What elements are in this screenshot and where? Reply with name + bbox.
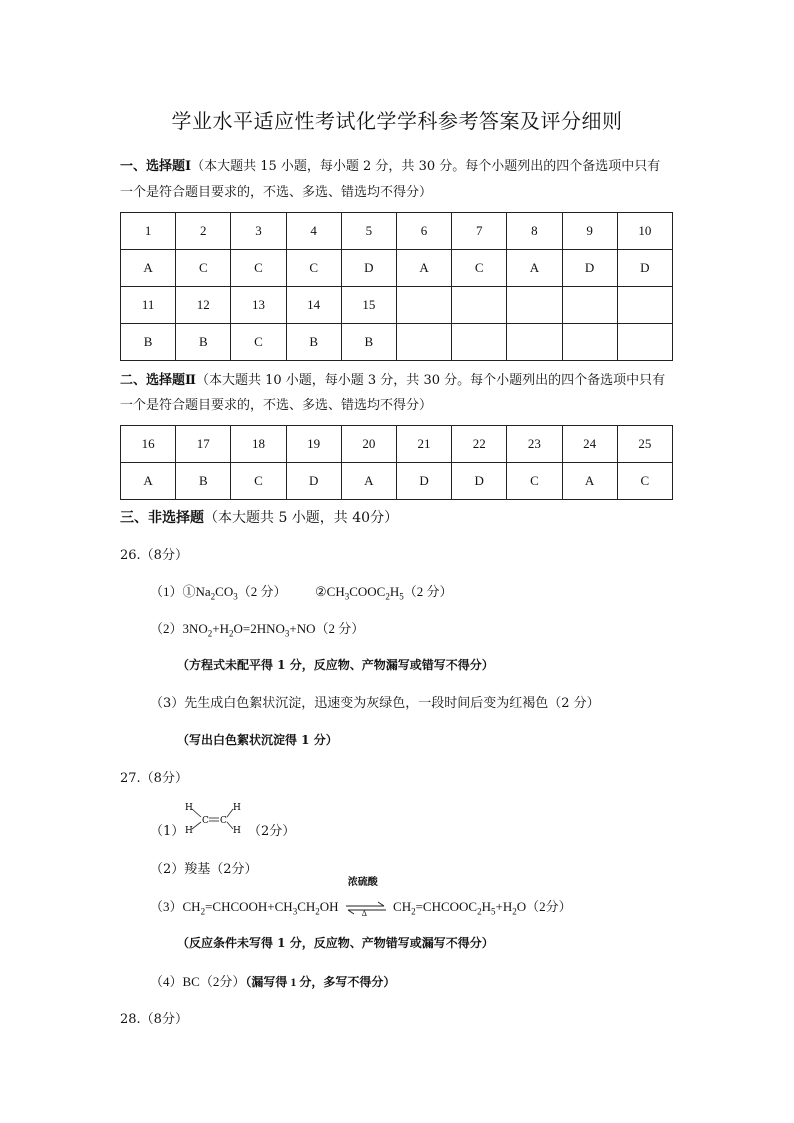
section1-cell: 9 bbox=[562, 213, 617, 250]
section2-cell: 17 bbox=[176, 426, 231, 463]
section2-cell: A bbox=[121, 463, 176, 500]
q26-p1-score: （2 分） bbox=[237, 584, 287, 599]
q26-p2-mid2: O=2HNO bbox=[233, 621, 285, 636]
section1-cell bbox=[617, 324, 672, 361]
section1-cell: 7 bbox=[452, 213, 507, 250]
section1-cell: C bbox=[231, 324, 286, 361]
section2-cell: C bbox=[231, 463, 286, 500]
q26-p3-note: （写出白色絮状沉淀得 1 分） bbox=[177, 733, 338, 747]
section1-note-line2: 一个是符合题目要求的，不选、多选、错选均不得分） bbox=[120, 185, 433, 200]
section2-cell: B bbox=[176, 463, 231, 500]
q26-p1b-mid: COOC bbox=[349, 584, 386, 599]
q27-p3-s2: 3 bbox=[292, 906, 298, 917]
section1-cell: 2 bbox=[176, 213, 231, 250]
carbon-right: C bbox=[220, 816, 227, 826]
section1-cell: 12 bbox=[176, 287, 231, 324]
q27-p3-note: （反应条件未写得 1 分，反应物、产物错写或漏写不得分） bbox=[177, 936, 494, 950]
q26-part1 bbox=[150, 581, 453, 602]
section2-cell: 16 bbox=[121, 426, 176, 463]
q27-p3-r3: H bbox=[481, 899, 491, 914]
h-bottom-right: H bbox=[233, 826, 241, 836]
section1-cell: 14 bbox=[286, 287, 341, 324]
section1-cell: 8 bbox=[507, 213, 562, 250]
section1-cell: C bbox=[176, 250, 231, 287]
q27-part2: （2）羧基（2分） bbox=[150, 862, 258, 877]
q26-p1b-score: （2 分） bbox=[403, 584, 453, 599]
section1-cell bbox=[452, 324, 507, 361]
section1-cell bbox=[562, 287, 617, 324]
q27-label: 27.（8分） bbox=[120, 771, 188, 786]
q26-p1b-sub3: 5 bbox=[399, 591, 404, 602]
section1-cell: C bbox=[231, 250, 286, 287]
section1-cell: A bbox=[121, 250, 176, 287]
section1-cell: D bbox=[341, 250, 396, 287]
section2-cell: 21 bbox=[396, 426, 451, 463]
section2-note: （本大题共 10 小题，每小题 3 分，共 30 分。每个小题列出的四个备选项中只有 bbox=[195, 373, 666, 388]
q27-p3-r2: =CHCOOC bbox=[415, 899, 478, 914]
q26-p2-mid1: +H bbox=[212, 621, 230, 636]
q26-part3: （3）先生成白色絮状沉淀，迅速变为灰绿色，一段时间后变为红褐色（2 分） bbox=[150, 696, 600, 711]
section1-row bbox=[121, 250, 673, 287]
section1-cell bbox=[507, 324, 562, 361]
q27-p3-s1: 2 bbox=[200, 906, 206, 917]
section2-cell: D bbox=[286, 463, 341, 500]
q27-p3-s4: 2 bbox=[411, 906, 416, 917]
section2-cell: 23 bbox=[507, 426, 562, 463]
q27-part1-score: （2分） bbox=[248, 824, 296, 839]
q27-p3-r1: CH bbox=[393, 899, 412, 914]
q26-label: 26.（8分） bbox=[120, 548, 188, 563]
section1-cell: 13 bbox=[231, 287, 286, 324]
section1-cell: C bbox=[452, 250, 507, 287]
q27-p3-m1: =CHCOOH+CH bbox=[205, 899, 293, 914]
q26-p1-mid: CO bbox=[215, 584, 234, 599]
section1-cell bbox=[507, 287, 562, 324]
section1-cell: C bbox=[286, 250, 341, 287]
section1-row bbox=[121, 287, 673, 324]
h-top-right: H bbox=[233, 803, 241, 813]
q27-p3-r4: +H bbox=[495, 899, 513, 914]
q26-p2-note: （方程式未配平得 1 分，反应物、产物漏写或错写不得分） bbox=[177, 658, 494, 672]
carbon-left: C bbox=[202, 816, 209, 826]
section1-cell: D bbox=[562, 250, 617, 287]
section2-cell: 22 bbox=[452, 426, 507, 463]
section2-cell: A bbox=[341, 463, 396, 500]
bond-bottom-left bbox=[192, 822, 201, 829]
q27-p3-prefix: （3）CH bbox=[150, 899, 201, 914]
h-top-left: H bbox=[185, 803, 193, 813]
section2-cell: C bbox=[617, 463, 672, 500]
section1-cell: B bbox=[341, 324, 396, 361]
q26-p1-sub2: 3 bbox=[233, 591, 238, 602]
q27-part3 bbox=[150, 877, 572, 919]
section2-note-line2: 一个是符合题目要求的，不选、多选、错选均不得分） bbox=[120, 398, 433, 413]
q27-part4 bbox=[150, 971, 395, 990]
bond-top-left bbox=[192, 809, 201, 817]
heat-symbol: Δ bbox=[361, 909, 367, 919]
ethylene-structure-diagram bbox=[182, 800, 248, 842]
section1-cell: 11 bbox=[121, 287, 176, 324]
q26-p1b-prefix: ②CH bbox=[315, 584, 345, 599]
section2-cell: 18 bbox=[231, 426, 286, 463]
section2-cell: A bbox=[562, 463, 617, 500]
section2-heading-line bbox=[120, 369, 665, 388]
section1-row bbox=[121, 324, 673, 361]
catalyst-label: 浓硫酸 bbox=[347, 877, 378, 889]
q26-p2-sub2: 2 bbox=[229, 628, 234, 639]
q27-p3-r5: O（2分） bbox=[516, 899, 572, 914]
section1-row bbox=[121, 213, 673, 250]
section2-cell: 19 bbox=[286, 426, 341, 463]
section1-cell: 6 bbox=[396, 213, 451, 250]
section1-cell: B bbox=[176, 324, 231, 361]
section2-cell: D bbox=[396, 463, 451, 500]
section1-cell bbox=[452, 287, 507, 324]
section1-heading-line bbox=[120, 155, 660, 174]
q27-p4-note: （漏写得 1 分，多写不得分） bbox=[245, 975, 396, 989]
section1-cell: B bbox=[121, 324, 176, 361]
section1-cell: 1 bbox=[121, 213, 176, 250]
section2-row bbox=[121, 426, 673, 463]
section1-cell: 4 bbox=[286, 213, 341, 250]
section1-cell: 5 bbox=[341, 213, 396, 250]
section1-cell: 15 bbox=[341, 287, 396, 324]
section2-answer-table bbox=[120, 425, 673, 500]
section2-cell: D bbox=[452, 463, 507, 500]
section1-cell bbox=[396, 287, 451, 324]
section1-cell bbox=[396, 324, 451, 361]
bond-top-right bbox=[227, 809, 233, 817]
h-bottom-left: H bbox=[185, 826, 193, 836]
page-title: 学业水平适应性考试化学学科参考答案及评分细则 bbox=[171, 109, 623, 133]
section2-cell: 25 bbox=[617, 426, 672, 463]
section3-heading-line bbox=[120, 507, 398, 527]
q26-p1-sub: 2 bbox=[210, 591, 216, 602]
q27-p3-s6: 5 bbox=[491, 906, 496, 917]
q26-p1b-mid2: H bbox=[389, 584, 400, 599]
section1-cell bbox=[617, 287, 672, 324]
section1-heading: 一、选择题Ⅰ bbox=[120, 159, 192, 174]
section3-note: （本大题共 5 小题，共 40分） bbox=[204, 510, 399, 526]
reversible-arrow bbox=[344, 877, 388, 919]
section1-cell: B bbox=[286, 324, 341, 361]
q27-p3-s7: 2 bbox=[512, 906, 517, 917]
section1-cell: 3 bbox=[231, 213, 286, 250]
q27-p3-s3: 2 bbox=[315, 906, 320, 917]
q26-part2 bbox=[150, 618, 364, 639]
section1-answer-table bbox=[120, 212, 673, 361]
q26-p1b-sub1: 3 bbox=[344, 591, 350, 602]
section1-cell: 10 bbox=[617, 213, 672, 250]
section2-row bbox=[121, 463, 673, 500]
q27-p3-m2: CH bbox=[297, 899, 316, 914]
q27-p3-s5: 2 bbox=[477, 906, 482, 917]
q28-label: 28.（8分） bbox=[120, 1012, 188, 1027]
section1-cell bbox=[562, 324, 617, 361]
q26-p2-sub1: 2 bbox=[207, 628, 213, 639]
section1-cell: A bbox=[396, 250, 451, 287]
section1-cell: A bbox=[507, 250, 562, 287]
q27-p3-m3: OH bbox=[319, 899, 339, 914]
section2-cell: C bbox=[507, 463, 562, 500]
section1-cell: D bbox=[617, 250, 672, 287]
section3-heading: 三、非选择题 bbox=[120, 510, 204, 526]
q26-p1b-sub2: 2 bbox=[385, 591, 390, 602]
q26-p1-prefix: （1）①Na bbox=[150, 584, 211, 599]
q27-p4-prefix: （4）BC（2分） bbox=[150, 974, 246, 989]
q27-part1-prefix: （1） bbox=[150, 824, 185, 839]
section2-cell: 24 bbox=[562, 426, 617, 463]
section2-cell: 20 bbox=[341, 426, 396, 463]
section2-heading: 二、选择题Ⅱ bbox=[120, 373, 196, 388]
q26-p2-tail: +NO（2 分） bbox=[289, 621, 365, 636]
section1-note: （本大题共 15 小题，每小题 2 分，共 30 分。每个小题列出的四个备选项中只有 bbox=[191, 159, 661, 174]
q26-p2-sub3: 3 bbox=[284, 628, 290, 639]
q26-p2-prefix: （2）3NO bbox=[150, 621, 208, 636]
